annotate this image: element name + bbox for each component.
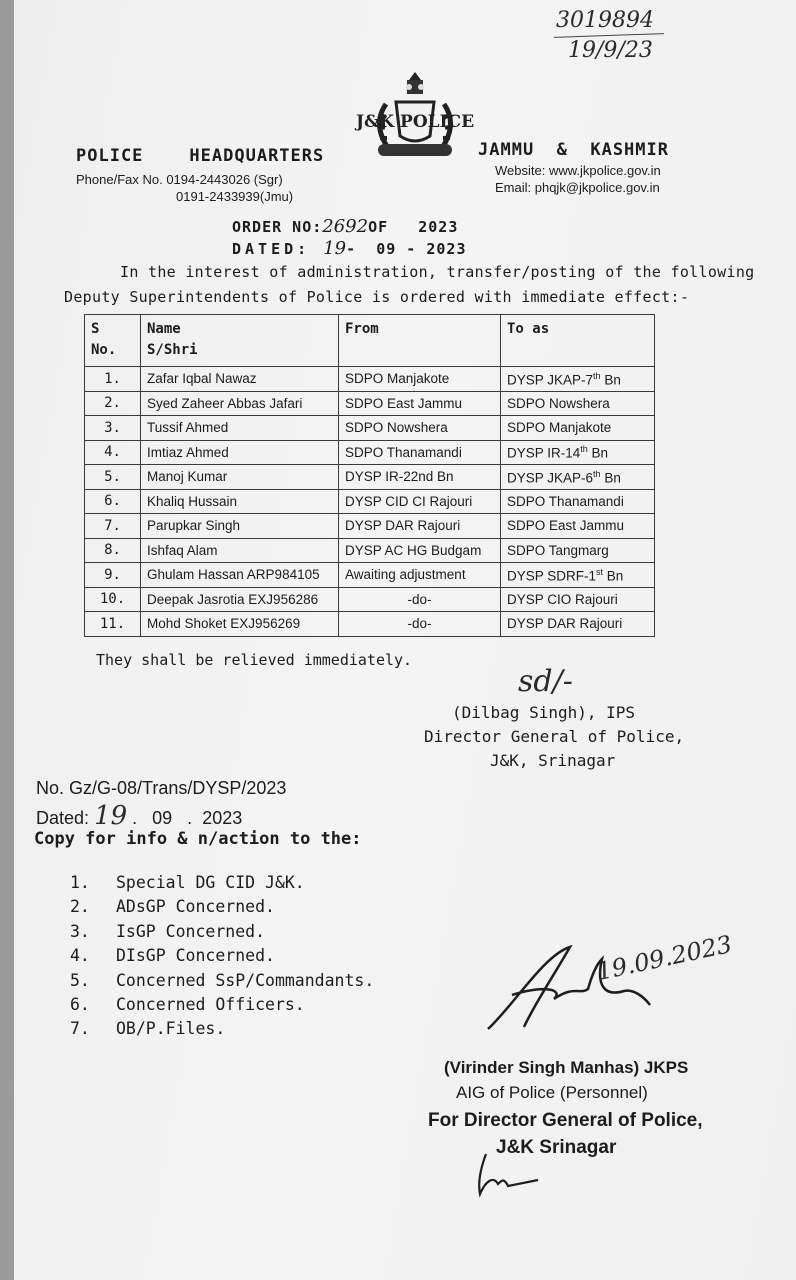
table-row xyxy=(85,514,655,539)
row-sno: 10. xyxy=(85,587,141,612)
row-sno: 6. xyxy=(85,489,141,514)
row-sno: 4. xyxy=(85,440,141,465)
row-sno: 7. xyxy=(85,514,141,539)
row-name: Zafar Iqbal Nawaz xyxy=(141,367,339,392)
row-to-text: DYSP CIO Rajouri xyxy=(507,591,618,607)
order-date-line xyxy=(232,238,467,259)
row-sno: 5. xyxy=(85,465,141,490)
row-to-end: Bn xyxy=(603,568,624,583)
row-to-text: DYSP DAR Rajouri xyxy=(507,616,623,632)
row-from: Awaiting adjustment xyxy=(339,563,501,588)
header-sno-2: No. xyxy=(91,342,117,358)
dg-place: J&K, Srinagar xyxy=(490,751,616,770)
transfer-table xyxy=(84,314,655,637)
order-year: OF 2023 xyxy=(368,218,459,236)
list-item xyxy=(70,995,374,1019)
row-to xyxy=(501,416,655,441)
row-sno: 9. xyxy=(85,563,141,588)
row-name: Mohd Shoket EXJ956269 xyxy=(141,612,339,637)
office-word-2: HEADQUARTERS xyxy=(189,146,325,166)
row-to-text: SDPO Thanamandi xyxy=(507,493,624,509)
list-item-text: Concerned SsP/Commandants. xyxy=(116,970,375,990)
table-row xyxy=(85,391,655,416)
row-from: DYSP IR-22nd Bn xyxy=(339,465,501,490)
list-item-text: Concerned Officers. xyxy=(116,994,305,1014)
list-item xyxy=(70,1019,374,1043)
table-row xyxy=(85,563,655,588)
order-number-line xyxy=(232,216,458,237)
dg-title: Director General of Police, xyxy=(424,727,685,746)
phone-line-1: Phone/Fax No. 0194-2443026 (Sgr) xyxy=(76,172,283,187)
office-title xyxy=(76,146,324,166)
relieved-note: They shall be relieved immediately. xyxy=(96,651,413,669)
list-item-text: DIsGP Concerned. xyxy=(116,946,275,966)
table-row xyxy=(85,440,655,465)
list-item-number: 2. xyxy=(70,897,90,917)
row-sno: 11. xyxy=(85,612,141,637)
list-item-number: 1. xyxy=(70,873,90,892)
phone-line-2: 0191-2433939(Jmu) xyxy=(176,189,294,204)
aig-sign-date: 19.09.2023 xyxy=(594,930,735,986)
jk-police-emblem-icon xyxy=(355,70,475,162)
order-label: ORDER NO: xyxy=(232,218,323,236)
row-from: DYSP DAR Rajouri xyxy=(339,514,501,539)
row-to-end: Bn xyxy=(600,470,621,485)
table-row xyxy=(85,367,655,392)
copy-line: Copy for info & n/action to the: xyxy=(34,829,362,849)
row-to-text: DYSP JKAP-6 xyxy=(507,470,594,485)
row-name: Manoj Kumar xyxy=(141,465,339,490)
row-name: Syed Zaheer Abbas Jafari xyxy=(141,391,339,416)
list-item-number: 6. xyxy=(70,994,90,1014)
row-sno: 2. xyxy=(85,391,141,416)
aig-for-line: For Director General of Police, xyxy=(428,1110,703,1131)
header-name xyxy=(141,315,339,367)
row-sno: 1. xyxy=(85,367,141,392)
row-to-text: DYSP IR-14 xyxy=(507,445,581,461)
list-item-number: 7. xyxy=(70,1019,90,1039)
list-item-number: 3. xyxy=(70,921,90,941)
row-from: SDPO Nowshera xyxy=(339,416,501,441)
intro-line-2: Deputy Superintendents of Police is ordered with immediate effect:- xyxy=(64,288,690,306)
row-to-text: SDPO Manjakote xyxy=(507,420,612,436)
list-item xyxy=(70,946,374,970)
table-row xyxy=(85,612,655,637)
row-name: Imtiaz Ahmed xyxy=(141,440,339,465)
row-from: SDPO Thanamandi xyxy=(339,440,501,465)
table-row xyxy=(85,416,655,441)
office-word-1: POLICE xyxy=(76,146,144,166)
row-name: Parupkar Singh xyxy=(141,514,339,539)
initials-signature-icon xyxy=(474,1150,544,1198)
state-title: JAMMU & KASHMIR xyxy=(478,140,669,160)
list-item-text: OB/P.Files. xyxy=(116,1019,226,1039)
aig-place: J&K Srinagar xyxy=(496,1137,617,1158)
row-to-suffix: st xyxy=(596,566,604,577)
row-to-text: SDPO Tangmarg xyxy=(507,542,609,558)
row-to xyxy=(501,367,655,392)
row-name: Ishfaq Alam xyxy=(141,538,339,563)
row-to-suffix: th xyxy=(593,370,601,381)
website-text: Website: www.jkpolice.gov.in xyxy=(495,163,661,178)
row-to-text: DYSP JKAP-7 xyxy=(507,372,594,387)
aig-title: AIG of Police (Personnel) xyxy=(456,1083,648,1102)
row-from: -do- xyxy=(339,587,501,612)
table-header-row xyxy=(85,315,655,367)
row-to-end: Bn xyxy=(600,372,621,387)
row-from: SDPO East Jammu xyxy=(339,391,501,416)
list-item-number: 4. xyxy=(70,946,90,966)
row-to-end: Bn xyxy=(587,445,609,461)
header-sno xyxy=(85,315,141,367)
row-name: Deepak Jasrotia EXJ956286 xyxy=(141,587,339,612)
row-to xyxy=(501,563,655,588)
endorsement-date-day: 19 xyxy=(94,801,128,831)
emblem-text: J&K POLICE xyxy=(355,112,475,132)
endorsement-date-rest: . 09 . 2023 xyxy=(127,808,243,828)
table-row xyxy=(85,465,655,490)
list-item-text: Special DG CID J&K. xyxy=(116,873,305,892)
row-name: Khaliq Hussain xyxy=(141,489,339,514)
list-item xyxy=(70,897,374,921)
row-to-text: DYSP SDRF-1 xyxy=(507,568,597,583)
document-page xyxy=(14,0,796,1280)
row-to-text: SDPO East Jammu xyxy=(507,518,625,534)
row-from: DYSP AC HG Budgam xyxy=(339,538,501,563)
row-to-text: SDPO Nowshera xyxy=(507,395,610,411)
endorsement-date-label: Dated: xyxy=(36,808,90,828)
row-to xyxy=(501,440,655,465)
row-sno: 8. xyxy=(85,538,141,563)
row-from: SDPO Manjakote xyxy=(339,367,501,392)
endorsement-date xyxy=(36,801,242,831)
row-to xyxy=(501,489,655,514)
list-item xyxy=(70,873,374,897)
table-row xyxy=(85,587,655,612)
list-item xyxy=(70,922,374,946)
sd-signature: sd/- xyxy=(518,664,573,699)
row-from: -do- xyxy=(339,612,501,637)
inward-date: 19/9/23 xyxy=(568,38,653,63)
row-to xyxy=(501,538,655,563)
row-sno: 3. xyxy=(85,416,141,441)
row-to-suffix: th xyxy=(580,444,588,454)
row-to xyxy=(501,612,655,637)
scan-edge xyxy=(0,0,14,1280)
header-from: From xyxy=(339,315,501,367)
header-to: To as xyxy=(501,315,655,367)
row-to-suffix: th xyxy=(593,468,601,479)
dated-label: DATED: xyxy=(232,240,311,258)
inward-number: 3019894 xyxy=(556,8,654,33)
aig-name: (Virinder Singh Manhas) JKPS xyxy=(444,1058,689,1077)
dated-day: 19 xyxy=(323,238,347,259)
email-text: Email: phqjk@jkpolice.gov.in xyxy=(495,180,660,195)
row-name: Tussif Ahmed xyxy=(141,416,339,441)
row-to xyxy=(501,514,655,539)
list-item-number: 5. xyxy=(70,970,90,990)
header-name-1: Name xyxy=(147,321,181,337)
row-to xyxy=(501,587,655,612)
list-item xyxy=(70,971,374,995)
endorsement-number: No. Gz/G-08/Trans/DYSP/2023 xyxy=(36,778,287,798)
list-item-text: ADsGP Concerned. xyxy=(116,897,275,917)
header-name-2: S/Shri xyxy=(147,342,198,358)
table-row xyxy=(85,538,655,563)
list-item-text: IsGP Concerned. xyxy=(116,921,266,941)
dg-name: (Dilbag Singh), IPS xyxy=(452,703,636,722)
distribution-list xyxy=(70,873,374,1044)
table-row xyxy=(85,489,655,514)
header-sno-1: S xyxy=(91,321,100,337)
dated-rest: - 09 - 2023 xyxy=(346,240,467,258)
row-to xyxy=(501,465,655,490)
row-from: DYSP CID CI Rajouri xyxy=(339,489,501,514)
order-number: 2692 xyxy=(322,216,369,237)
intro-line-1: In the interest of administration, transfer/posting of the following xyxy=(120,263,755,281)
row-to xyxy=(501,391,655,416)
row-name: Ghulam Hassan ARP984105 xyxy=(141,563,339,588)
